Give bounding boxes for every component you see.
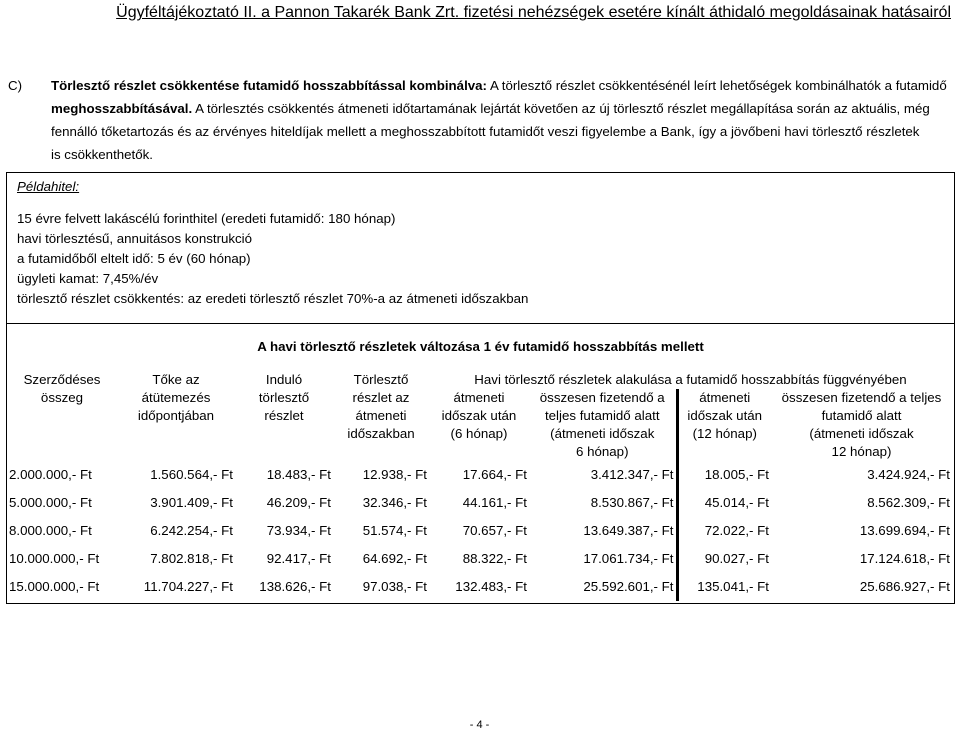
example-line: törlesztő részlet csökkentés: az eredeti törlesztő részlet 70%-a az átmeneti időszakban xyxy=(17,291,529,306)
example-line: havi törlesztésű, annuitásos konstrukció xyxy=(17,231,253,246)
section-line3: fennálló tőketartozás és az érvényes hiteldíjak mellett a meghosszabbított futamidőt veszi figyelembe a Bank, így a jövőbeni havi törlesztő részletek xyxy=(51,124,920,139)
table-row: 2.000.000,- Ft 1.560.564,- Ft 18.483,- Ft 12.938,- Ft 17.664,- Ft 3.412.347,- Ft 18.005,- Ft 3.424.924,- Ft xyxy=(7,461,952,489)
example-box xyxy=(6,172,955,604)
example-line: 15 évre felvett lakáscélú forinthitel (eredeti futamidő: 180 hónap) xyxy=(17,211,396,226)
subheader-after-6: átmeneti időszak után (6 hónap) xyxy=(441,390,517,441)
example-line: ügyleti kamat: 7,45%/év xyxy=(17,271,159,286)
header-group: Havi törlesztő részletek alakulása a futamidő hosszabbítás függvényében xyxy=(474,372,907,387)
section-label: C) xyxy=(8,78,23,93)
header-initial-installment: Induló törlesztő részlet xyxy=(258,372,310,423)
section-text xyxy=(51,74,956,166)
section-heading: Törlesztő részlet csökkentése futamidő hosszabbítással kombinálva: xyxy=(51,78,487,93)
example-details xyxy=(17,209,528,309)
document-header: Ügyféltájékoztató II. a Pannon Takarék Bank Zrt. fizetési nehézségek esetére kínált áthidaló megoldásainak hatásairól xyxy=(116,4,951,21)
table-row: 8.000.000,- Ft 6.242.254,- Ft 73.934,- Ft 51.574,- Ft 70.657,- Ft 13.649.387,- Ft 72.022,- Ft 13.699.694,- Ft xyxy=(7,517,952,545)
table-row: 5.000.000,- Ft 3.901.409,- Ft 46.209,- Ft 32.346,- Ft 44.161,- Ft 8.530.867,- Ft 45.014,- Ft 8.562.309,- Ft xyxy=(7,489,952,517)
page-number: - 4 - xyxy=(469,719,490,731)
subheader-total-6: összesen fizetendő a teljes futamidő alatt (átmeneti időszak 6 hónap) xyxy=(539,390,665,459)
header-contract-amount: Szerződéses összeg xyxy=(23,372,101,405)
table-row: 15.000.000,- Ft 11.704.227,- Ft 138.626,- Ft 97.038,- Ft 132.483,- Ft 25.592.601,- Ft 135.041,- Ft 25.686.927,- Ft xyxy=(7,573,952,601)
box-divider xyxy=(7,323,954,324)
table-row: 10.000.000,- Ft 7.802.818,- Ft 92.417,- Ft 64.692,- Ft 88.322,- Ft 17.061.734,- Ft 90.027,- Ft 17.124.618,- Ft xyxy=(7,545,952,573)
subheader-after-12: átmeneti időszak után (12 hónap) xyxy=(677,389,771,461)
section-line2-rest: A törlesztés csökkentés átmeneti időtartamának lejártát követően az új törlesztő részlet megállapítása során az aktuális, még xyxy=(192,101,930,116)
section-line2-bold: meghosszabbításával. xyxy=(51,101,193,116)
table-title: A havi törlesztő részletek változása 1 év futamidő hosszabbítás mellett xyxy=(257,339,704,354)
example-line: a futamidőből eltelt idő: 5 év (60 hónap) xyxy=(17,251,251,266)
header-capital: Tőke az átütemezés időpontjában xyxy=(137,372,215,423)
header-transition-installment: Törlesztő részlet az átmeneti időszakban xyxy=(347,372,415,441)
subheader-total-12: összesen fizetendő a teljes futamidő alatt (átmeneti időszak 12 hónap) xyxy=(781,390,942,459)
section-line4: is csökkenthetők. xyxy=(51,147,153,162)
example-title: Példahitel: xyxy=(17,179,80,194)
section-heading-rest: A törlesztő részlet csökkentésénél leírt lehetőségek kombinálhatók a futamidő xyxy=(486,78,947,93)
table-header-row xyxy=(7,371,952,389)
payment-table xyxy=(7,371,952,601)
